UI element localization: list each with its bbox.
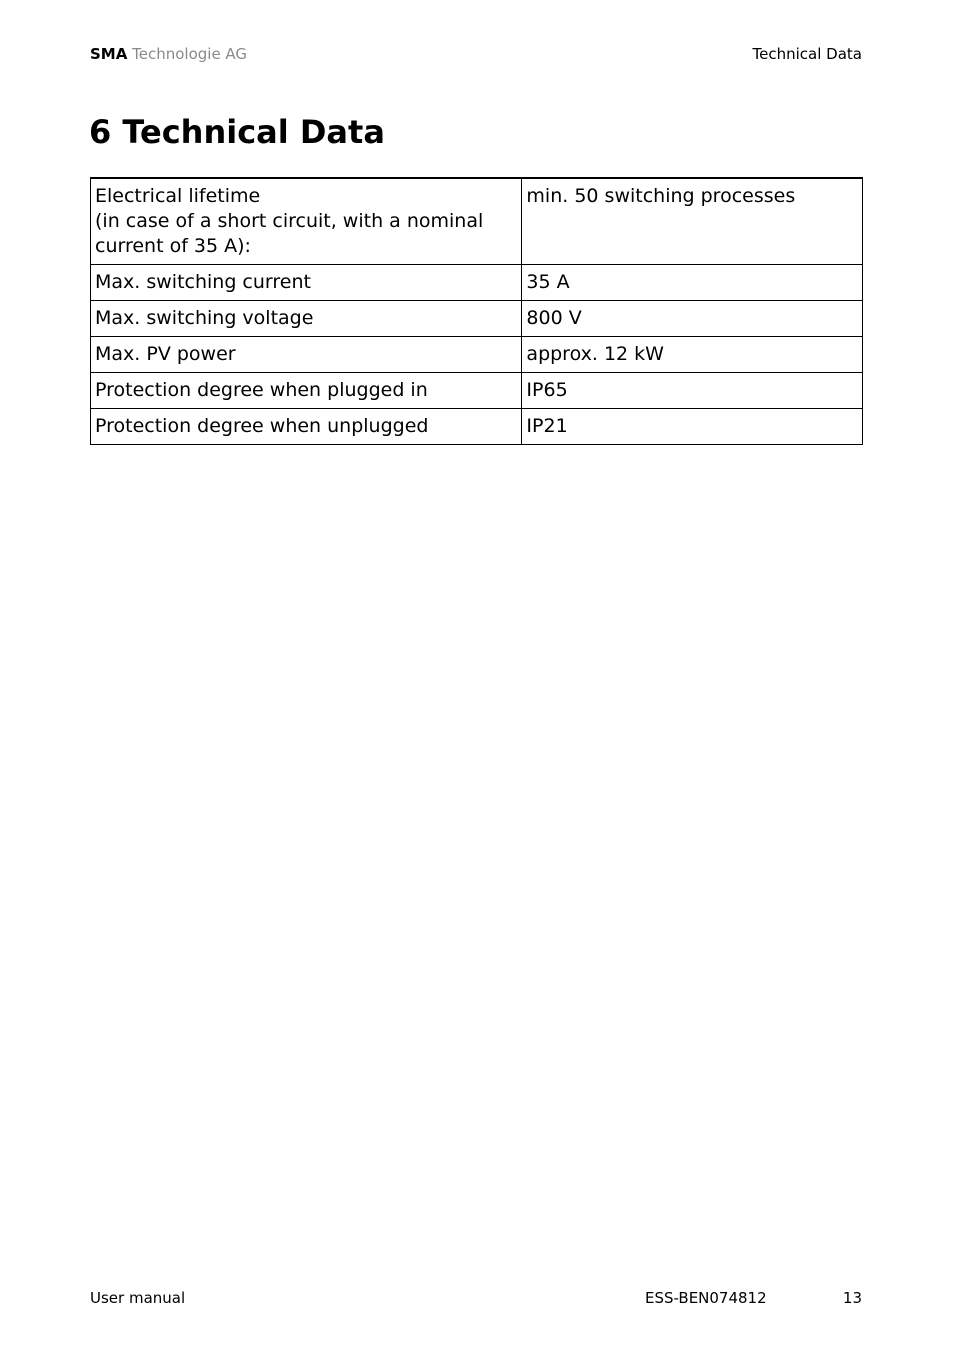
page-footer [90, 1289, 862, 1311]
header-company [90, 45, 247, 63]
page-header [90, 45, 862, 67]
table-cell-parameter: Max. switching voltage [91, 301, 522, 337]
table-cell-parameter: Max. switching current [91, 265, 522, 301]
table-cell-parameter: Protection degree when plugged in [91, 373, 522, 409]
table-row [91, 337, 863, 373]
table-cell-value: IP21 [522, 409, 863, 445]
footer-doc-code: ESS-BEN074812 [645, 1289, 767, 1307]
table-row [91, 409, 863, 445]
table-cell-parameter: Electrical lifetime (in case of a short circuit, with a nominal current of 35 A): [91, 178, 522, 265]
table-row [91, 373, 863, 409]
table-row [91, 265, 863, 301]
table-cell-parameter: Protection degree when unplugged [91, 409, 522, 445]
table-cell-value: min. 50 switching processes [522, 178, 863, 265]
footer-page-number: 13 [842, 1289, 862, 1307]
company-name: Technologie AG [132, 45, 248, 63]
brand-name: SMA [90, 45, 128, 63]
table-cell-value: approx. 12 kW [522, 337, 863, 373]
page-title: 6 Technical Data [89, 113, 385, 151]
technical-data-table [90, 177, 863, 445]
header-section-title: Technical Data [752, 45, 862, 63]
table-row [91, 178, 863, 265]
table-row [91, 301, 863, 337]
table-cell-value: 35 A [522, 265, 863, 301]
table-cell-value: IP65 [522, 373, 863, 409]
footer-doc-type: User manual [90, 1289, 186, 1307]
table-cell-value: 800 V [522, 301, 863, 337]
table-cell-parameter: Max. PV power [91, 337, 522, 373]
